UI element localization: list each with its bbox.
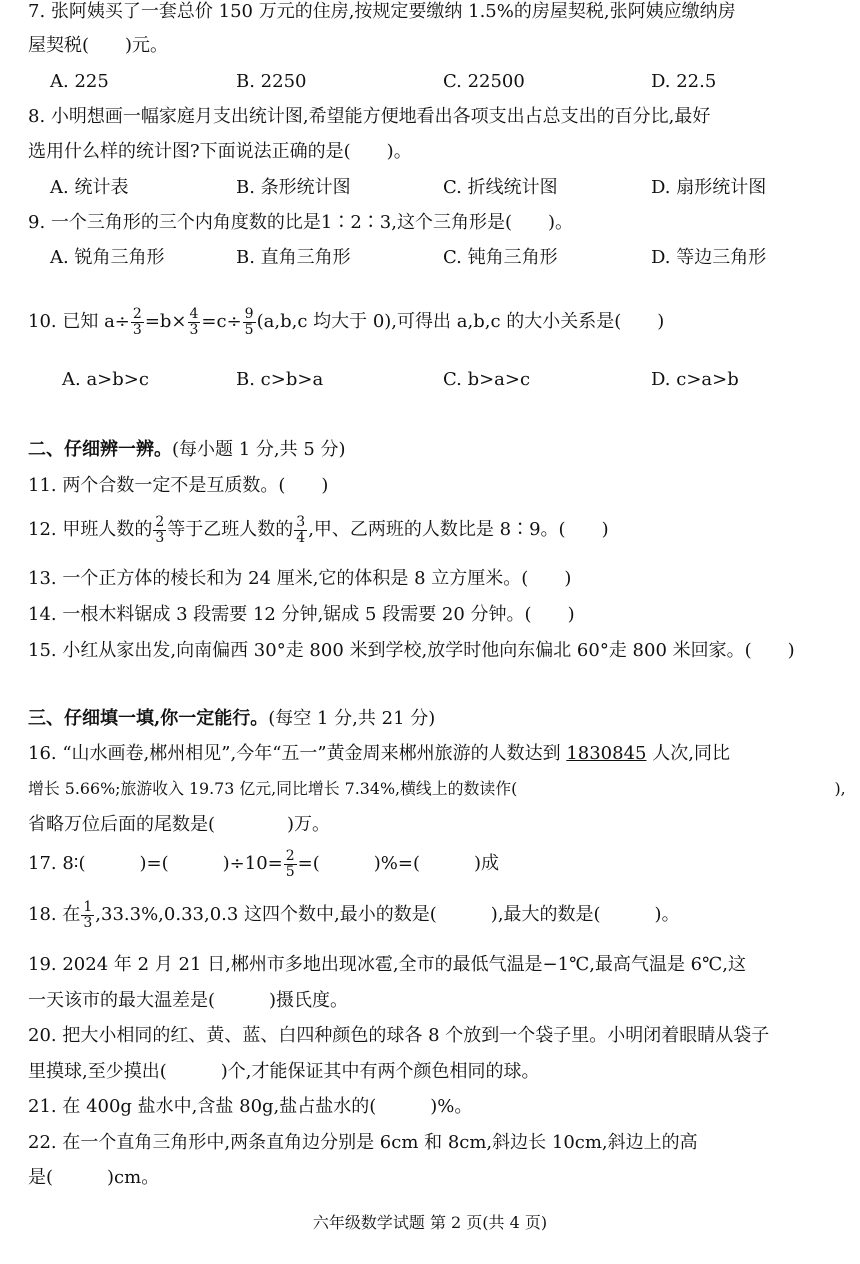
question-17 [28,844,499,884]
q10-suffix: (a,b,c 均大于 0),可得出 a,b,c 的大小关系是( ) [256,311,665,332]
question-15: 15. 小红从家出发,向南偏西 30°走 800 米到学校,放学时他向东偏北 60°走 800 米回家。( ) [28,640,795,661]
fraction-two-thirds: $\frac{2}{3}$ [132,305,142,338]
section-3-title: 三、仔细填一填,你一定能行。 [28,708,269,729]
question-19-line-2: 一天该市的最大温差是( )摄氏度。 [28,990,349,1011]
question-8-line-1: 8. 小明想画一幅家庭月支出统计图,希望能方便地看出各项支出占总支出的百分比,最好 [28,106,711,127]
q12-suffix: ,甲、乙两班的人数比是 8∶9。( ) [308,519,609,540]
q16-line1-suffix: 人次,同比 [646,743,730,764]
question-7-options [50,70,860,94]
option-d: D. c>a>b [651,369,739,390]
fraction-nine-fifths: $\frac{9}{5}$ [244,305,254,338]
q10-mid-2: =c÷ [201,311,242,332]
section-2-heading [28,438,346,462]
question-7-line-2: 屋契税( )元。 [28,35,169,56]
option-d: D. 扇形统计图 [651,177,767,198]
question-22-line-2: 是( )cm。 [28,1167,160,1188]
question-10-stem [28,302,664,342]
q10-mid-1: =b× [144,311,187,332]
option-a: A. a>b>c [62,369,149,390]
option-c: C. 钝角三角形 [443,247,558,268]
fraction-two-fifths: $\frac{2}{5}$ [285,847,295,880]
question-10-options [62,368,860,392]
q12-prefix: 12. 甲班人数的 [28,519,153,540]
q12-mid: 等于乙班人数的 [167,519,294,540]
question-16-line-3: 省略万位后面的尾数是( )万。 [28,814,331,835]
question-13: 13. 一个正方体的棱长和为 24 厘米,它的体积是 8 立方厘米。( ) [28,568,572,589]
fraction-four-thirds: $\frac{4}{3}$ [189,305,199,338]
option-c: C. 22500 [443,71,525,92]
option-b: B. 直角三角形 [236,247,351,268]
question-9-options [50,246,860,270]
question-22-line-1: 22. 在一个直角三角形中,两条直角边分别是 6cm 和 8cm,斜边长 10cm,斜边上的高 [28,1132,698,1153]
section-2-title: 二、仔细辨一辨。 [28,439,172,460]
question-12 [28,510,609,550]
question-16-line-1 [28,742,730,766]
page-footer: 六年级数学试题 第 2 页(共 4 页) [312,1213,548,1232]
option-a: A. 锐角三角形 [50,247,165,268]
option-a: A. 统计表 [50,177,129,198]
question-11: 11. 两个合数一定不是互质数。( ) [28,475,329,496]
question-21: 21. 在 400g 盐水中,含盐 80g,盐占盐水的( )%。 [28,1096,473,1117]
fraction-two-thirds: $\frac{2}{3}$ [155,513,165,546]
section-2-note: (每小题 1 分,共 5 分) [172,439,346,460]
fraction-three-quarters: $\frac{3}{4}$ [296,513,306,546]
q17-prefix: 17. 8∶( )=( )÷10= [28,853,283,874]
question-7-line-1: 7. 张阿姨买了一套总价 150 万元的住房,按规定要缴纳 1.5%的房屋契税,张阿姨应缴纳房 [28,1,736,22]
question-9-line-1: 9. 一个三角形的三个内角度数的比是1∶2∶3,这个三角形是( )。 [28,212,574,233]
option-b: B. c>b>a [236,369,324,390]
option-b: B. 条形统计图 [236,177,351,198]
question-14: 14. 一根木料锯成 3 段需要 12 分钟,锯成 5 段需要 20 分钟。( ) [28,604,575,625]
underlined-number: 1830845 [566,743,647,764]
fraction-one-third: $\frac{1}{3}$ [83,898,93,931]
option-d: D. 等边三角形 [651,247,767,268]
question-20-line-1: 20. 把大小相同的红、黄、蓝、白四种颜色的球各 8 个放到一个袋子里。小明闭着眼睛从袋子 [28,1025,770,1046]
section-3-heading [28,707,435,731]
q16-line1-prefix: 16. “山水画卷,郴州相见”,今年“五一”黄金周来郴州旅游的人数达到 [28,743,567,764]
question-18 [28,895,680,935]
q18-prefix: 18. 在 [28,904,81,925]
option-d: D. 22.5 [651,71,717,92]
question-8-options [50,176,860,200]
option-c: C. b>a>c [443,369,531,390]
q17-suffix: =( )%=( )成 [297,853,500,874]
option-c: C. 折线统计图 [443,177,558,198]
question-20-line-2: 里摸球,至少摸出( )个,才能保证其中有两个颜色相同的球。 [28,1061,540,1082]
q18-suffix: ,33.3%,0.33,0.3 这四个数中,最小的数是( ),最大的数是( )。 [95,904,680,925]
question-8-line-2: 选用什么样的统计图?下面说法正确的是( )。 [28,141,412,162]
option-b: B. 2250 [236,71,307,92]
section-3-note: (每空 1 分,共 21 分) [268,708,436,729]
question-16-line-2: 增长 5.66%;旅游收入 19.73 亿元,同比增长 7.34%,横线上的数读作( ), [28,779,846,798]
question-19-line-1: 19. 2024 年 2 月 21 日,郴州市多地出现冰雹,全市的最低气温是−1℃,最高气温是 6℃,这 [28,954,746,975]
option-a: A. 225 [50,71,109,92]
q10-prefix: 10. 已知 a÷ [28,311,130,332]
